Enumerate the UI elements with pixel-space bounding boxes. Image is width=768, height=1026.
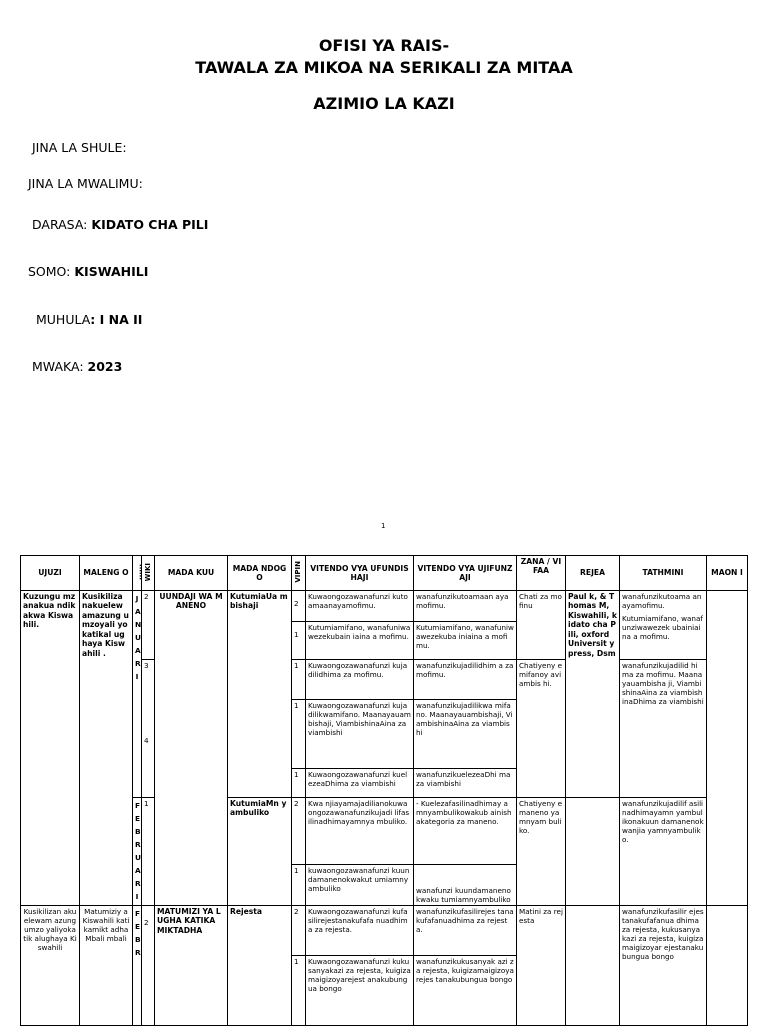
col-malengo: MALENG O (80, 556, 133, 591)
vipindi-cell: 1 (292, 622, 306, 660)
rejea-cell: Paul k, & Thomas M, Kiswahili, kidato cha Pili, oxford Universit y press, Dsm (566, 591, 620, 798)
term-value: : I NA II (90, 312, 143, 327)
col-ujuzi: UJUZI (21, 556, 80, 591)
month-letter: E (135, 814, 141, 823)
col-mwezi-label: ...... (135, 563, 143, 580)
month-letter: F (135, 801, 141, 810)
ujifunzaji-cell: Kutumiamifano, wanafuniwawezekuba iniaina a mofimu. (414, 622, 517, 660)
vipindi-cell: 1 (292, 660, 306, 700)
ujuzi-cell: Kusikilizan akuelewam azungumzo yaliyokatik alughaya Kiswahili (21, 906, 80, 1026)
col-maoni: MAON I (707, 556, 748, 591)
table-row (21, 906, 748, 956)
tathmini-cell: wanafunzikujadilif asilinadhimayamn yambulikonakuun damanenokwanjia yamnyambuliko. (620, 798, 707, 906)
malengo-cell: Kusikiliza nakuelew amazung umzoyali yokatikal ughaya Kiswahili . (80, 591, 133, 906)
class-label: DARASA: (32, 217, 88, 232)
header-line-1: OFISI YA RAIS- (318, 36, 450, 55)
month-letter: R (135, 840, 141, 849)
week-cell: 2 (142, 906, 155, 1026)
table-header-row (21, 556, 748, 591)
week-number: 3 (144, 661, 149, 670)
ufundishaji-cell: Kuwaongozawanafunzi kutoamaanayamofimu. (306, 591, 414, 622)
malengo-cell: Matumiziy a Kiswahili katikamikt adhaMbali mbali (80, 906, 133, 1026)
tathmini-cell (620, 591, 707, 660)
month-january (133, 591, 142, 798)
ufundishaji-cell: Kwa njiayamajadilianokuwa ongozawanafunzikujadi lifasilinadhimayamnya mbuliko. (306, 798, 414, 865)
zana-cell: Chatiyeny emaneno yamnyam buliko. (517, 798, 566, 906)
ujifunzaji-cell: wanafunzikutoamaan ayamofimu. (414, 591, 517, 622)
ufundishaji-cell: kuwaongozawanafunzi kuundamanenokwakut umiamnyambuliko (306, 865, 414, 906)
vipindi-cell: 1 (292, 700, 306, 769)
col-rejea: REJEA (566, 556, 620, 591)
col-mada-ndogo: MADA NDOGO (228, 556, 292, 591)
year-label: MWAKA: (32, 359, 84, 374)
ujifunzaji-cell: wanafunzikuelezeaDhi ma za viambishi (414, 769, 517, 798)
school-name-label: JINA LA SHULE: (32, 140, 127, 155)
ujifunzaji-cell: wanafunzikujadilidhim a za mofimu. (414, 660, 517, 700)
tathmini-text: Kutumiamifano, wanafunziwawezek ubainiaina a mofimu. (622, 614, 703, 641)
zana-cell: Chati za mofinu (517, 591, 566, 660)
class-value: KIDATO CHA PILI (91, 217, 209, 232)
ufundishaji-cell: Kutumiamifano, wanafuniwawezekubain iaina a mofimu. (306, 622, 414, 660)
tathmini-cell: wanafunzikujadilid hima za mofimu. Maanayauambisha ji, ViambishinaAina za viambishinaDhima za viambishi (620, 660, 707, 798)
mada-kuu-cell: UUNDAJI WA MANENO (155, 591, 228, 906)
month-letter: A (135, 866, 141, 875)
ufundishaji-cell: Kuwaongozawanafunzi kujadilikwamifano. Maanayauambishaji, ViambishinaAina za viambishi (306, 700, 414, 769)
zana-cell: Matini za rejesta (517, 906, 566, 1026)
ufundishaji-cell: Kuwaongozawanafunzi kuelezeaDhima za viambishi (306, 769, 414, 798)
subject-label: SOMO: (28, 264, 71, 279)
class-field (32, 217, 208, 232)
month-february (133, 798, 142, 906)
subject-field (28, 264, 148, 279)
month-letter: N (135, 620, 142, 629)
month-letter: J (135, 594, 139, 603)
week-number: 4 (144, 736, 149, 745)
vipindi-cell: 1 (292, 865, 306, 906)
document-title: AZIMIO LA KAZI (313, 94, 455, 113)
col-vipindi (292, 556, 306, 591)
week-cell: 2 (142, 591, 155, 660)
vipindi-cell: 2 (292, 798, 306, 865)
month-letter: U (135, 633, 142, 642)
month-letter: U (135, 853, 142, 862)
header-line-2: TAWALA ZA MIKOA NA SERIKALI ZA MITAA (195, 58, 573, 77)
year-field (32, 359, 122, 374)
ujifunzaji-cell: - Kuelezafasilinadhimay amnyambulikowakub ainishakategoria za maneno. (414, 798, 517, 865)
page-number: 1 (381, 522, 386, 530)
week-cell: 1 (142, 798, 155, 906)
col-tathmini: TATHMINI (620, 556, 707, 591)
month-letter: F (135, 909, 141, 918)
month-letter: I (135, 672, 139, 681)
month-letter: R (135, 879, 141, 888)
teacher-name-label: JINA LA MWALIMU: (28, 176, 143, 191)
rejea-cell (566, 798, 620, 906)
vipindi-cell: 1 (292, 956, 306, 1026)
term-label: MUHULA (36, 312, 91, 327)
zana-cell: Chatiyeny emifanoy aviambis hi. (517, 660, 566, 798)
ujifunzaji-cell: wanafunzi kuundamanenokwaku tumiamnyambuliko (414, 865, 517, 906)
ujifunzaji-cell: wanafunzikujadilikwa mifano. Maanayauambishaji, ViambishinaAina za viambishi (414, 700, 517, 769)
ujifunzaji-cell: wanafunzikukusanyak azi za rejesta, kuigizamaigizoyarejes tanakubungua bongo (414, 956, 517, 1026)
subject-value: KISWAHILI (74, 264, 149, 279)
month-letter: R (135, 948, 141, 957)
month-letter: A (135, 607, 141, 616)
col-wiki-label: WIKI (144, 562, 152, 581)
table-row (21, 591, 748, 622)
month-letter: A (135, 646, 141, 655)
col-mwezi (133, 556, 142, 591)
maoni-cell (707, 906, 748, 1026)
month-letter: B (135, 827, 141, 836)
year-value: 2023 (87, 359, 123, 374)
month-letter: B (135, 935, 141, 944)
col-wiki (142, 556, 155, 591)
month-february (133, 906, 142, 1026)
rejea-cell (566, 906, 620, 1026)
col-vitendo-ujifunzaji: VITENDO VYA UJIFUNZAJI (414, 556, 517, 591)
mada-ndogo-cell: KutumiaMn yambuliko (228, 798, 292, 906)
vipindi-cell: 2 (292, 906, 306, 956)
col-vitendo-ufundishaji: VITENDO VYA UFUNDISHAJI (306, 556, 414, 591)
scheme-of-work-table (20, 555, 748, 1026)
month-letter: I (135, 892, 139, 901)
month-letter: R (135, 659, 141, 668)
month-letter: E (135, 922, 141, 931)
vipindi-cell: 2 (292, 591, 306, 622)
tathmini-text: wanafunzikutoama anayamofimu. (622, 592, 702, 610)
ufundishaji-cell: Kuwaongozawanafunzi kufasilirejestanakufafa nuadhima za rejesta. (306, 906, 414, 956)
maoni-cell (707, 591, 748, 906)
mada-ndogo-cell: KutumiaUa mbishaji (228, 591, 292, 798)
col-zana: ZANA / VIFAA (517, 556, 566, 591)
week-cell (142, 660, 155, 798)
mada-kuu-cell: MATUMIZI YA LUGHA KATIKA MIKTADHA (155, 906, 228, 1026)
ufundishaji-cell: Kuwaongozawanafunzi kukusanyakazi za rejesta, kuigizamaigizoyarejest anakubungua bongo (306, 956, 414, 1026)
ujifunzaji-cell: wanafunzikufasilirejes tanakufafanuadhima za rejesta. (414, 906, 517, 956)
mada-ndogo-cell: Rejesta (228, 906, 292, 1026)
term-field (36, 312, 142, 327)
ujuzi-cell: Kuzungu mzanakua ndikakwa Kiswahili. (21, 591, 80, 906)
vipindi-cell: 1 (292, 769, 306, 798)
tathmini-cell: wanafunzikufasilir ejestanakufafanua dhima za rejesta, kukusanyakazi za rejesta, kuigizamaigizoyar ejestanakubungua bongo (620, 906, 707, 1026)
ufundishaji-cell: Kuwaongozawanafunzi kujadilidhima za mofimu. (306, 660, 414, 700)
col-mada-kuu: MADA KUU (155, 556, 228, 591)
col-vipindi-label: VIPIN (294, 560, 303, 583)
